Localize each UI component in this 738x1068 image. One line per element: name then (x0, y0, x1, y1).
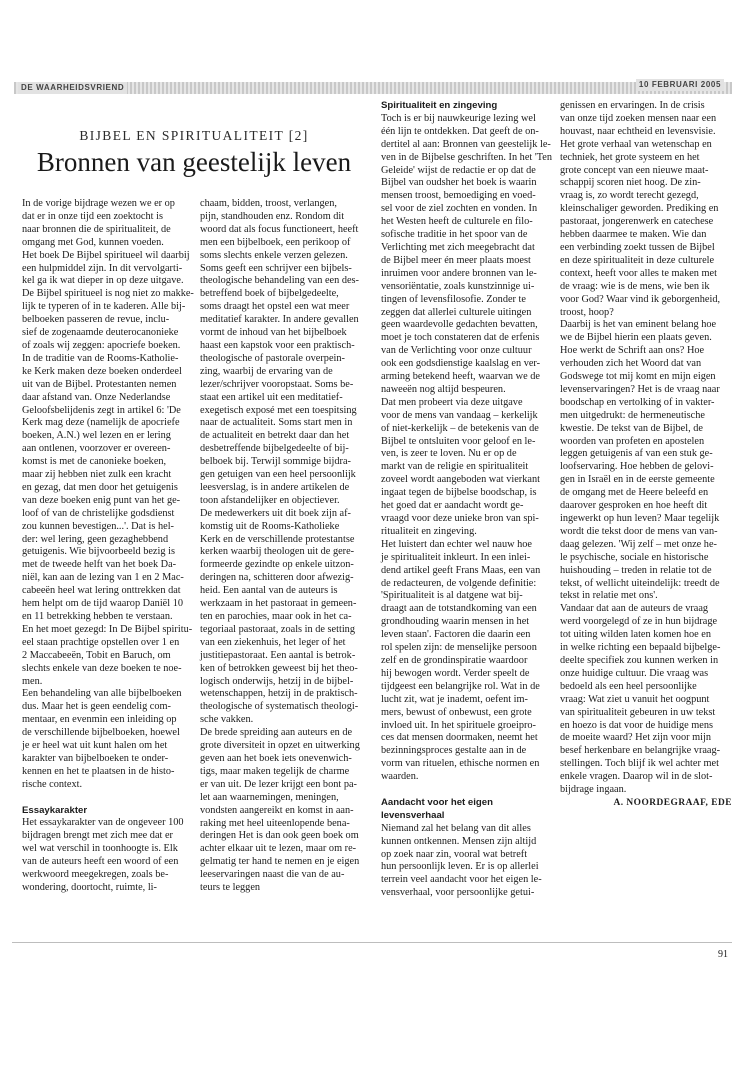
text-line: ven in de Bijbelse geschriften. In het 'Ten (381, 151, 552, 163)
text-line: huishouding – treden in relatie tot de (560, 564, 712, 576)
text-line: bijdrage ingaan. (560, 784, 627, 796)
text-line: we de Bijbel hierin een plaats geven. (560, 332, 712, 344)
text-line: De brede spreiding aan auteurs en de (200, 727, 353, 739)
text-line: vondsten aangereikt en komst in aan- (200, 804, 354, 816)
text-line: sief de zogenaamde deuterocanonieke (22, 327, 179, 339)
text-line: zeggen dat allerlei culturele uitingen (381, 306, 532, 318)
text-line: kleinschaliger geworden. Prediking en (560, 203, 719, 215)
text-line: techniek, het grote systeem en het (560, 151, 700, 163)
text-line: tijdgeest een belangrijke rol. Wat in de (381, 680, 540, 692)
text-line: cabeeën heel wat lering onttrekken dat (22, 585, 181, 597)
text-line: loofservaring. Hoe hebben de gelovi- (560, 461, 714, 473)
text-line: men uitgedrukt: de hermeneutische (560, 409, 705, 421)
text-line: grondhouding waarin mensen in het (381, 616, 530, 628)
text-line: kunnen ontkennen. Mensen zijn altijd (381, 835, 537, 847)
text-line: de vraag: wie is de mens, wie ben ik (560, 280, 710, 292)
author-byline: A. NOORDEGRAAF, EDE (613, 797, 732, 808)
text-line: tot uiting wilden laten komen hoe en (560, 629, 711, 641)
text-line: vensoriëntatie, zoals kunstzinnige ui- (381, 280, 535, 292)
text-line: der: wel lering, geen gezaghebbend (22, 533, 169, 545)
text-line: hun persoonlijk leven. Er is op allerlei (381, 861, 539, 873)
text-line: wordt die tekst door de mens van van- (560, 525, 718, 537)
text-line: hebben daarmee te maken. Wie dan (560, 229, 707, 241)
text-line: naar de actualiteit. Soms start men in (200, 417, 353, 429)
text-line: werkzaam in het pastoraat in gemeen- (200, 598, 357, 610)
text-line: Kerk mag deze (namelijk de apocriefe (22, 417, 180, 429)
text-line: vormt de inhoud van het bijbelboek (200, 327, 347, 339)
text-line: 'Spiritualiteit is al datgene wat bij- (381, 590, 523, 602)
text-line: komst is met de canonieke boeken, (22, 456, 167, 468)
text-line: of niet-kerkelijk – de betekenis van de (381, 422, 539, 434)
text-line: meditatief karakter. In andere gevallen (200, 314, 359, 326)
text-line: verhouden zich het Woord dat van (560, 358, 702, 370)
series-title: BIJBEL EN SPIRITUALITEIT [2] (79, 128, 309, 143)
text-line: en 11 betrekking hebben te verstaan. (22, 611, 173, 622)
text-line: kel ga ik wat dieper in op deze uitgave. (22, 275, 184, 287)
text-line: pijn, standhouden enz. Rondom dit (200, 210, 345, 222)
text-line: op zoek naar zin, vooral wat betreft (381, 848, 528, 860)
text-line: van deze boeken enig punt van het ge- (22, 494, 181, 506)
text-line: belboek bij. Terwijl sommige bijdra- (200, 456, 351, 468)
text-line: men een bijbelboek, een perikoop of (200, 236, 351, 248)
text-column-4 (560, 100, 732, 810)
text-line: tekst in relatie met ons'. (560, 590, 658, 602)
text-line: geen waardevolle gedachten bevatten, (381, 319, 538, 331)
text-line: een verbinding zoekt tussen de Bijbel (560, 241, 715, 253)
text-line: ingewerkt op hun leven? Maar tegelijk (560, 513, 720, 524)
text-line: naweeën nog altijd bespeuren. (381, 383, 506, 395)
text-line: stellingen. Toch blijf ik wel achter met (560, 758, 719, 770)
article-title: Bronnen van geestelijk leven (36, 147, 352, 177)
text-line: wetenschappen, hetzij in de praktisch- (200, 688, 358, 700)
text-line: Hoe werkt de Schrift aan ons? Hoe (560, 345, 705, 357)
text-line: houvast, naar echtheid en levensvisie. (560, 125, 716, 137)
text-line: terrein veel aandacht voor het eigen le- (381, 874, 542, 886)
text-line: tegoriaal pastoraat, zoals in de setting (200, 623, 355, 635)
text-line: sche vakken. (200, 714, 254, 726)
text-line: betreffend boek of bijbelgedeelte, (200, 288, 339, 300)
text-line: zelf en de grondinspiratie waardoor (381, 654, 528, 666)
text-line: Geloofsbelijdenis zegt in artikel 6: 'De (22, 404, 181, 416)
text-line: omgang met God, kunnen voeden. (22, 236, 164, 248)
text-line: hem helpt om de tijd waarop Daniël 10 (22, 598, 183, 610)
text-line: uit van de Bijbel. Protestanten nemen (22, 378, 177, 390)
text-line: Een behandeling van alle bijbelboeken (22, 688, 182, 700)
text-line: werd voorgelegd of ze in hun bijdrage (560, 616, 718, 628)
text-line: zou kunnen bevestigen...'. Dat is hel- (22, 520, 174, 532)
text-line: van de Verlichting voor onze cultuur (381, 345, 532, 357)
text-line: ces dat mensen doormaken, neemt het (381, 732, 538, 744)
text-line: en deze spiritualiteit in deze culturele (560, 254, 715, 266)
text-line: getuigenis. Wie bijvoorbeeld bezig is (22, 546, 175, 558)
article-heading (18, 128, 370, 178)
text-line: pastoraat, jongerenwerk en catechese (560, 216, 714, 228)
text-line: levenservaringen? Het is de vraag naar (560, 383, 720, 395)
text-line: bezinningsproces gestalte aan in de (381, 745, 527, 757)
text-line: dertitel al aan: Bronnen van geestelijk le- (381, 138, 551, 150)
text-line: gen getuigen van een heel persoonlijk (200, 469, 356, 481)
text-line: de moeite waard? Het zijn voor mijn (560, 732, 711, 744)
text-line: sel voor de ziel zochten en vonden. In (381, 203, 538, 215)
text-line: deelte specifiek zou kunnen werken in (560, 654, 719, 666)
text-line: ke Kerk maken deze boeken onderdeel (22, 365, 182, 377)
text-line: boeken, A.N.) wel lezen en er lering (22, 430, 171, 442)
text-line: een hulpmiddel zijn. In dit vervolgarti- (22, 262, 183, 274)
text-line: De medewerkers uit dit boek zijn af- (200, 507, 351, 519)
text-line: boodschap en vertolking of in vakter- (560, 396, 715, 408)
text-line: Soms geeft een schrijver een bijbels- (200, 262, 352, 274)
text-line: leven staan'. Factoren die daarin een (381, 629, 531, 641)
text-line: staat een artikel uit een meditatief- (200, 391, 343, 403)
text-line: Het boek De Bijbel spiritueel wil daarbij (22, 249, 190, 261)
text-line: wel wat verschil in toonhoogte is. Elk (22, 843, 178, 855)
text-line: En het moet gezegd: In De Bijbel spiritu- (22, 623, 193, 635)
text-line: daarover gesproken en hoe heeft dit (560, 500, 708, 512)
text-line: van een ziekenhuis, het leger of het (200, 636, 346, 648)
text-line: komstig uit de Rooms-Katholieke (200, 520, 340, 532)
text-line: rische context. (22, 778, 83, 790)
text-line: Kerk en de verschillende protestantse (200, 533, 355, 545)
text-line: ritualiteit en zingeving. (381, 525, 477, 537)
text-line: men. (22, 675, 43, 687)
text-line: leeservaringen naast die van de au- (200, 869, 345, 881)
text-line: mentaar, en evenmin een inleiding op (22, 714, 177, 726)
text-line: teurs te leggen (200, 882, 261, 894)
text-line: moet je toch constateren dat de erfenis (381, 332, 540, 344)
text-line: het Westen heeft de culturele en filo- (381, 216, 533, 228)
text-line: ook een godsdienstige kaalslag en ver- (381, 358, 541, 370)
text-line: aan ontlenen, voorzover er overeen- (22, 443, 171, 455)
text-line: theologische behandeling van een des- (200, 275, 359, 287)
footer-rule (12, 942, 732, 943)
text-line: de omgang met de Heere beleefd en (560, 487, 709, 499)
text-line: je er heel wat uit kunt halen om het (22, 740, 168, 752)
text-line: bijdragen brengt met zich mee dat er (22, 830, 173, 842)
text-line: context, heeft voor alles te maken met (560, 267, 717, 279)
text-line: desbetreffende bijbelgedeelte of bij- (200, 443, 349, 455)
text-line: De Bijbel spiritueel is nog niet zo makke- (22, 288, 194, 300)
text-line: genissen en ervaringen. In de crisis (560, 100, 705, 111)
text-line: dus. Maar het is geen eendelig com- (22, 701, 171, 713)
text-line: vraag is, zo wordt terecht gezegd, (560, 190, 699, 202)
text-line: Het grote verhaal van wetenschap en (560, 138, 712, 150)
text-line: maar zij hebben niet zulk een kracht (22, 469, 172, 481)
text-line: Geleide' wijst de redactie er op dat de (381, 164, 536, 176)
text-line: soms draagt het opstel een wat meer (200, 301, 350, 313)
text-line: daag gelezen. 'Wij zelf – met onze he- (560, 538, 717, 550)
paragraph-gap (22, 792, 194, 805)
text-line: van de auteurs heeft een woord of een (22, 856, 179, 868)
text-line: de verschillende bijbelboeken, hoewel (22, 727, 180, 739)
text-line: Bijbel van oudsher het boek is waarin (381, 177, 537, 189)
paragraph-gap (381, 784, 553, 797)
text-line: chaam, bidden, troost, verlangen, (200, 198, 337, 209)
text-line: Dat men probeert via deze uitgave (381, 396, 523, 408)
text-line: ken of betrokken geweest bij het theo- (200, 662, 358, 674)
text-column-3 (381, 100, 553, 900)
text-line: kerken waarbij theologen uit de gere- (200, 546, 355, 558)
text-line: inruimen voor andere bronnen van le- (381, 267, 537, 279)
text-line: naar bronnen die de spiritualiteit, de (22, 223, 171, 235)
subheading: Aandacht voor het eigen levensverhaal (381, 796, 493, 821)
text-line: in welke richting een bepaald bijbelge- (560, 642, 721, 654)
text-line: de actualiteit en betrekt daar dan het (200, 430, 350, 442)
text-line: met de tweede helft van het boek Da- (22, 559, 177, 571)
text-line: mers, bewust of onbewust, een grote (381, 706, 532, 718)
text-line: lijk te typeren of in te kaderen. Alle bij- (22, 301, 186, 313)
text-line: eel staan prachtige opstellen over 1 en (22, 636, 180, 648)
text-line: dat er in onze tijd een zoektocht is (22, 210, 163, 222)
text-line: waarden. (381, 771, 419, 783)
text-line: van spiritualiteit gebeuren in uw tekst (560, 706, 716, 718)
text-line: lezer/schrijver vooropstaat. Soms be- (200, 378, 354, 390)
text-line: grote concept van een nieuwe maat- (560, 164, 709, 176)
text-line: toon afstandelijker en objectiever. (200, 494, 340, 506)
text-line: woorden van profeten en apostelen (560, 435, 705, 447)
text-line: bedoeld als een heel persoonlijke (560, 680, 697, 692)
text-line: gen in Israël en in de eerste gemeente (560, 474, 715, 486)
text-line: markt van de religie en spiritualiteit (381, 461, 529, 473)
text-line: en hoezo is dat voor de huidige mens (560, 719, 713, 731)
text-line: ten en parochies, maar ook in het ca- (200, 611, 352, 622)
text-line: vensverhaal, voor persoonlijke getui- (381, 887, 535, 899)
text-line: deringen na, schitteren door afwezig- (200, 572, 354, 584)
text-column-2 (200, 198, 372, 895)
text-line: rol spelen zijn: de menselijke persoon (381, 642, 537, 654)
text-line: mensen troost, bemoediging en voed- (381, 190, 536, 202)
text-line: Niemand zal het belang van dit alles (381, 822, 531, 834)
text-line: slechts enkele van deze boeken te noe- (22, 662, 182, 674)
text-line: haast een kapstok voor een praktisch- (200, 339, 355, 351)
text-line: de redacteuren, de volgende definitie: (381, 577, 537, 589)
text-line: belboeken passeren de revue, inclu- (22, 314, 170, 326)
text-line: vraagd voor deze unieke bron van spi- (381, 513, 539, 524)
text-line: geven aan het boek iets onevenwich- (200, 752, 352, 764)
text-line: lucht zit, wat je inademt, oefent im- (381, 693, 528, 705)
text-line: theologische of systematisch theologi- (200, 701, 359, 713)
subheading: Spiritualiteit en zingeving (381, 100, 498, 111)
text-line: le psychische, sociale en historische (560, 551, 709, 563)
text-line: of zoals wij zeggen: apocriefe boeken. (22, 339, 181, 351)
text-line: kennen en het te plaatsen in de histo- (22, 765, 175, 777)
text-line: er van uit. De lezer krijgt een bont pa- (200, 778, 357, 790)
text-line: let aan waarnemingen, meningen, (200, 791, 339, 803)
text-line: In de traditie van de Rooms-Katholie- (22, 352, 179, 364)
text-line: 2 Maccabeeën, Tobit en Baruch, om (22, 649, 171, 661)
text-line: invloed uit. In het spirituele groeipro- (381, 719, 536, 731)
text-line: heid. Een aantal van de auteurs is (200, 585, 338, 597)
text-line: karakter van bijbelboeken te onder- (22, 752, 169, 764)
text-line: vorm van rituelen, ethische normen en (381, 758, 540, 770)
text-line: draagt aan de totstandkoming van een (381, 603, 537, 615)
text-line: arming betekend heeft, waarvan we de (381, 371, 540, 383)
text-line: In de vorige bijdrage wezen we er op (22, 198, 175, 209)
text-line: Godswege tot mij komt en mijn eigen (560, 371, 716, 383)
text-line: zing, waarbij de ervaring van de (200, 365, 333, 377)
text-line: schappij scoren niet hoog. De zin- (560, 177, 701, 189)
text-line: formeerde gezindte op enkele uitzon- (200, 559, 354, 571)
text-line: sofische traditie in het spoor van de (381, 229, 528, 241)
text-line: wondering, doortocht, ruimte, li- (22, 882, 157, 894)
text-line: Vandaar dat aan de auteurs de vraag (560, 603, 709, 615)
text-line: kwestie. De tekst van de Bijbel, de (560, 422, 703, 434)
text-line: dend artikel geeft Frans Maas, een van (381, 564, 541, 576)
text-line: exegetisch exposé met een toespitsing (200, 404, 357, 416)
text-line: Verlichting met zich meegebracht dat (381, 241, 535, 253)
text-line: Het luistert dan echter wel nauw hoe (381, 538, 532, 550)
text-line: onze huidige cultuur. Die vraag was (560, 667, 709, 679)
text-line: theologische of pastorale overpein- (200, 352, 345, 364)
text-line: Het essaykarakter van de ongeveer 100 (22, 817, 184, 829)
running-header (14, 82, 732, 94)
text-line: ven, is zeer te loven. Nu er op de (381, 448, 517, 460)
text-line: justitiepastoraat. Een aantal is betrok- (200, 649, 356, 661)
text-line: één lijn te ontdekken. Dat geeft de on- (381, 125, 539, 137)
text-line: loof of van de christelijke godsdienst (22, 507, 175, 519)
subheading: Essaykarakter (22, 804, 88, 816)
text-line: enkele vragen. Daarop wil in de slot- (560, 771, 713, 783)
masthead: DE WAARHEIDSVRIEND (18, 82, 127, 94)
text-line: raking met heel uiteenlopende bena- (200, 817, 350, 829)
text-line: soms slechts enkele verzen gelezen. (200, 249, 348, 261)
text-line: deringen Het is dan ook geen boek om (200, 830, 359, 842)
page-number: 91 (718, 949, 728, 960)
text-line: hij bewogen wordt. Verder speelt de (381, 667, 530, 679)
text-line: achter elkaar uit te lezen, maar om re- (200, 843, 357, 855)
text-line: daar afstand van. Onze Nederlandse (22, 391, 171, 403)
text-line: tekst, of wellicht uiteindelijk: treedt de (560, 577, 720, 589)
text-line: de Bijbel meer én meer plaats moest (381, 254, 531, 266)
text-line: leesverslag, is in andere artikelen de (200, 481, 350, 493)
issue-date: 10 FEBRUARI 2005 (636, 79, 724, 91)
text-line: troost, hoop? (560, 306, 614, 318)
text-column-1 (22, 198, 194, 895)
text-line: werkwoord meegekregen, zoals be- (22, 869, 169, 881)
text-line: ingaat tegen de bijbelse boodschap, is (381, 487, 537, 499)
text-line: en gezag, dat men door het getuigenis (22, 481, 178, 493)
text-line: voor de mens van vandaag – kerkelijk (381, 409, 538, 421)
text-line: van onze tijd zoeken mensen naar een (560, 112, 717, 124)
text-line: Toch is er bij nauwkeurige lezing wel (381, 112, 536, 124)
text-line: Bijbel te ontsluiten voor geloof en le- (381, 435, 536, 447)
text-line: zoveel wordt aangeboden wat vierkant (381, 474, 540, 486)
text-line: niël, kan aan de lezing van 1 en 2 Mac- (22, 572, 184, 584)
text-line: grote diversiteit in opzet en uitwerking (200, 740, 360, 752)
text-line: Daarbij is het van eminent belang hoe (560, 319, 717, 331)
text-line: vraag: Wat ziet u vanuit het oogpunt (560, 693, 710, 705)
text-line: tingen of levensfilosofie. Zonder te (381, 293, 526, 305)
text-line: besef herkenbare en belangrijke vraag- (560, 745, 721, 757)
text-line: het goed dat er aandacht wordt ge- (381, 500, 524, 512)
text-line: leggen getuigenis af van een stuk ge- (560, 448, 713, 460)
text-line: voor God? Waar vind ik geborgenheid, (560, 293, 721, 305)
text-line: je spiritualiteit inkleurt. In een inlei- (381, 551, 531, 563)
text-line: logisch onderwijs, hetzij in de bijbel- (200, 675, 354, 687)
text-line: gelmatig ter hand te nemen en je eigen (200, 856, 360, 868)
text-line: woord dat als focus functioneert, heeft (200, 223, 359, 235)
text-line: tigs, maar maken tegelijk de charme (200, 765, 350, 777)
